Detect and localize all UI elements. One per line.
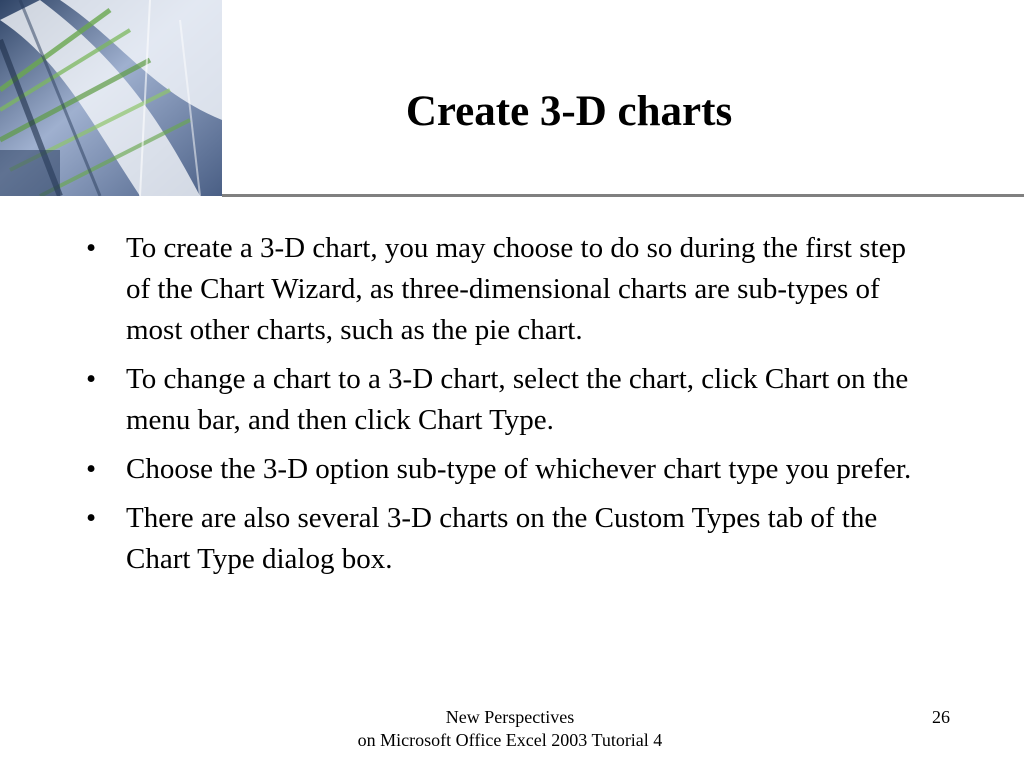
bullet-item <box>86 498 936 580</box>
bullet-text: To change a chart to a 3-D chart, select the chart, click Chart on the menu bar, and then click Chart Type. <box>126 363 909 436</box>
bullet-list <box>86 228 936 588</box>
architecture-graphic <box>0 0 222 196</box>
bullet-item <box>86 449 936 490</box>
bullet-item <box>86 359 936 441</box>
bullet-item <box>86 228 936 351</box>
bullet-icon: • <box>86 453 97 485</box>
header-decorative-image <box>0 0 222 196</box>
bullet-text: To create a 3-D chart, you may choose to do so during the first step of the Chart Wizard, as three-dimensional charts are sub-types of most other charts, such as the pie chart. <box>126 232 906 346</box>
bullet-icon: • <box>86 502 97 534</box>
bullet-text: Choose the 3-D option sub-type of whichever chart type you prefer. <box>126 453 912 485</box>
page-number: 26 <box>932 707 950 727</box>
bullet-text: There are also several 3-D charts on the Custom Types tab of the Chart Type dialog box. <box>126 502 878 575</box>
bullet-icon: • <box>86 363 97 395</box>
footer-line-1: New Perspectives <box>445 707 575 727</box>
footer-line-2: on Microsoft Office Excel 2003 Tutorial 4 <box>357 730 663 750</box>
header-divider <box>222 194 1024 197</box>
slide-footer <box>300 706 720 752</box>
slide-title: Create 3-D charts <box>405 88 733 135</box>
bullet-icon: • <box>86 232 97 264</box>
